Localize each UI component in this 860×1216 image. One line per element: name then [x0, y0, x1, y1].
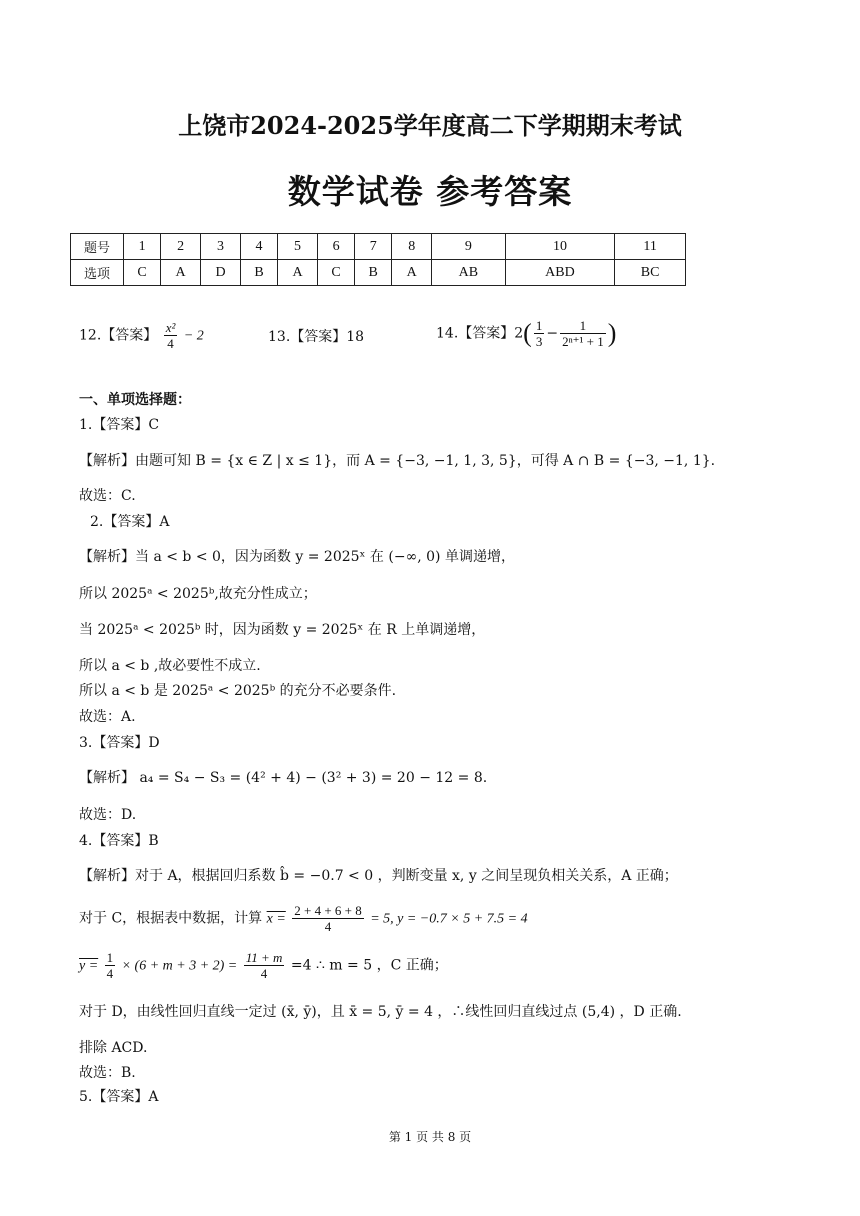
q4-analysis-line: 对于 D，由线性回归直线一定过 (x̄, ȳ)，且 x̄ = 5, ȳ = 4 ，∴线性回归直线过点 (5,4) ，D 正确.	[79, 1004, 682, 1020]
q3-answer: 3.【答案】D	[79, 735, 160, 751]
q1-conclusion: 故选：C.	[79, 488, 136, 504]
q4-analysis-line: y = $\frac{1}{4}$ × (6 + m + 3 + 2) = $\frac{11 + m}{4}$ =4 ∴ m = 5 ，C 正确；	[79, 950, 448, 981]
q5-answer: 5.【答案】A	[79, 1089, 159, 1105]
q4-analysis-line: 排除 ACD.	[79, 1040, 148, 1056]
table-cell: 10	[505, 234, 615, 260]
q1-analysis: 【解析】由题可知 B = {x ∈ Z | x ≤ 1}，而 A = {−3, −1, 1, 3, 5}，可得 A ∩ B = {−3, −1, 1}.	[79, 453, 716, 469]
table-cell: B	[355, 260, 392, 286]
table-cell: 3	[201, 234, 241, 260]
table-cell: B	[240, 260, 277, 286]
q2-analysis-line: 当 2025ᵃ < 2025ᵇ 时，因为函数 y = 2025ˣ 在 R 上单调递增，	[79, 622, 486, 638]
q3-conclusion: 故选：D.	[79, 807, 137, 823]
q2-conclusion: 故选：A.	[79, 709, 136, 725]
q1-answer: 1.【答案】C	[79, 417, 160, 433]
fill-answer-q12: 12.【答案】 $\frac{\text{x²}}{4}$ − 2	[79, 320, 204, 351]
q2-analysis-line: 所以 a < b ,故必要性不成立.	[79, 658, 261, 674]
table-cell: A	[392, 260, 432, 286]
q4-answer: 4.【答案】B	[79, 833, 159, 849]
q4-conclusion: 故选：B.	[79, 1065, 136, 1081]
q4-analysis-line: 【解析】对于 A，根据回归系数 b̂ = −0.7 < 0 ，判断变量 x, y 之间呈现负相关关系，A 正确；	[79, 868, 678, 884]
table-cell: BC	[615, 260, 686, 286]
answer-row	[71, 260, 686, 286]
table-cell: D	[201, 260, 241, 286]
table-cell: A	[161, 260, 201, 286]
table-cell: 1	[124, 234, 161, 260]
q2-analysis-line: 【解析】当 a < b < 0，因为函数 y = 2025ˣ 在 (−∞, 0) 单调递增，	[79, 549, 515, 565]
table-cell: 9	[432, 234, 505, 260]
table-cell: A	[278, 260, 318, 286]
table-cell: 4	[240, 234, 277, 260]
table-cell: 6	[318, 234, 355, 260]
table-cell: ABD	[505, 260, 615, 286]
q4-analysis-line: 对于 C，根据表中数据，计算 x = $\frac{2 + 4 + 6 + 8}{4}$ = 5, y = −0.7 × 5 + 7.5 = 4	[79, 903, 528, 934]
fill-answer-q13: 13.【答案】18	[268, 329, 365, 345]
q12-fraction: $\frac{\text{x²}}{4}$	[165, 320, 176, 351]
table-cell: 11	[615, 234, 686, 260]
table-cell: C	[318, 260, 355, 286]
table-cell: 7	[355, 234, 392, 260]
row-label-answer: 选项	[71, 260, 124, 286]
section-heading: 一、单项选择题：	[79, 392, 191, 408]
table-cell: AB	[432, 260, 505, 286]
q2-analysis-line: 所以 a < b 是 2025ᵃ < 2025ᵇ 的充分不必要条件.	[79, 683, 397, 699]
q2-answer: 2.【答案】A	[90, 514, 170, 530]
table-cell: 2	[161, 234, 201, 260]
document-subtitle: 数学试卷 参考答案	[287, 172, 573, 211]
page-footer: 第 1 页 共 8 页	[388, 1130, 472, 1144]
table-cell: 8	[392, 234, 432, 260]
document-title: 上饶市2024-2025学年度高二下学期期末考试	[178, 111, 682, 140]
answer-table	[70, 233, 686, 286]
q2-analysis-line: 所以 2025ᵃ < 2025ᵇ,故充分性成立；	[79, 586, 317, 602]
question-number-row	[71, 234, 686, 260]
row-label-question: 题号	[71, 234, 124, 260]
table-cell: 5	[278, 234, 318, 260]
q3-analysis: 【解析】 a₄ = S₄ − S₃ = (4² + 4) − (3² + 3) = 20 − 12 = 8.	[79, 770, 488, 786]
table-cell: C	[124, 260, 161, 286]
fill-answer-q14: 14.【答案】2( $\frac{1}{3}$ − $\frac{1}{\text{2ⁿ⁺¹ + 1}}$ )	[436, 318, 617, 349]
